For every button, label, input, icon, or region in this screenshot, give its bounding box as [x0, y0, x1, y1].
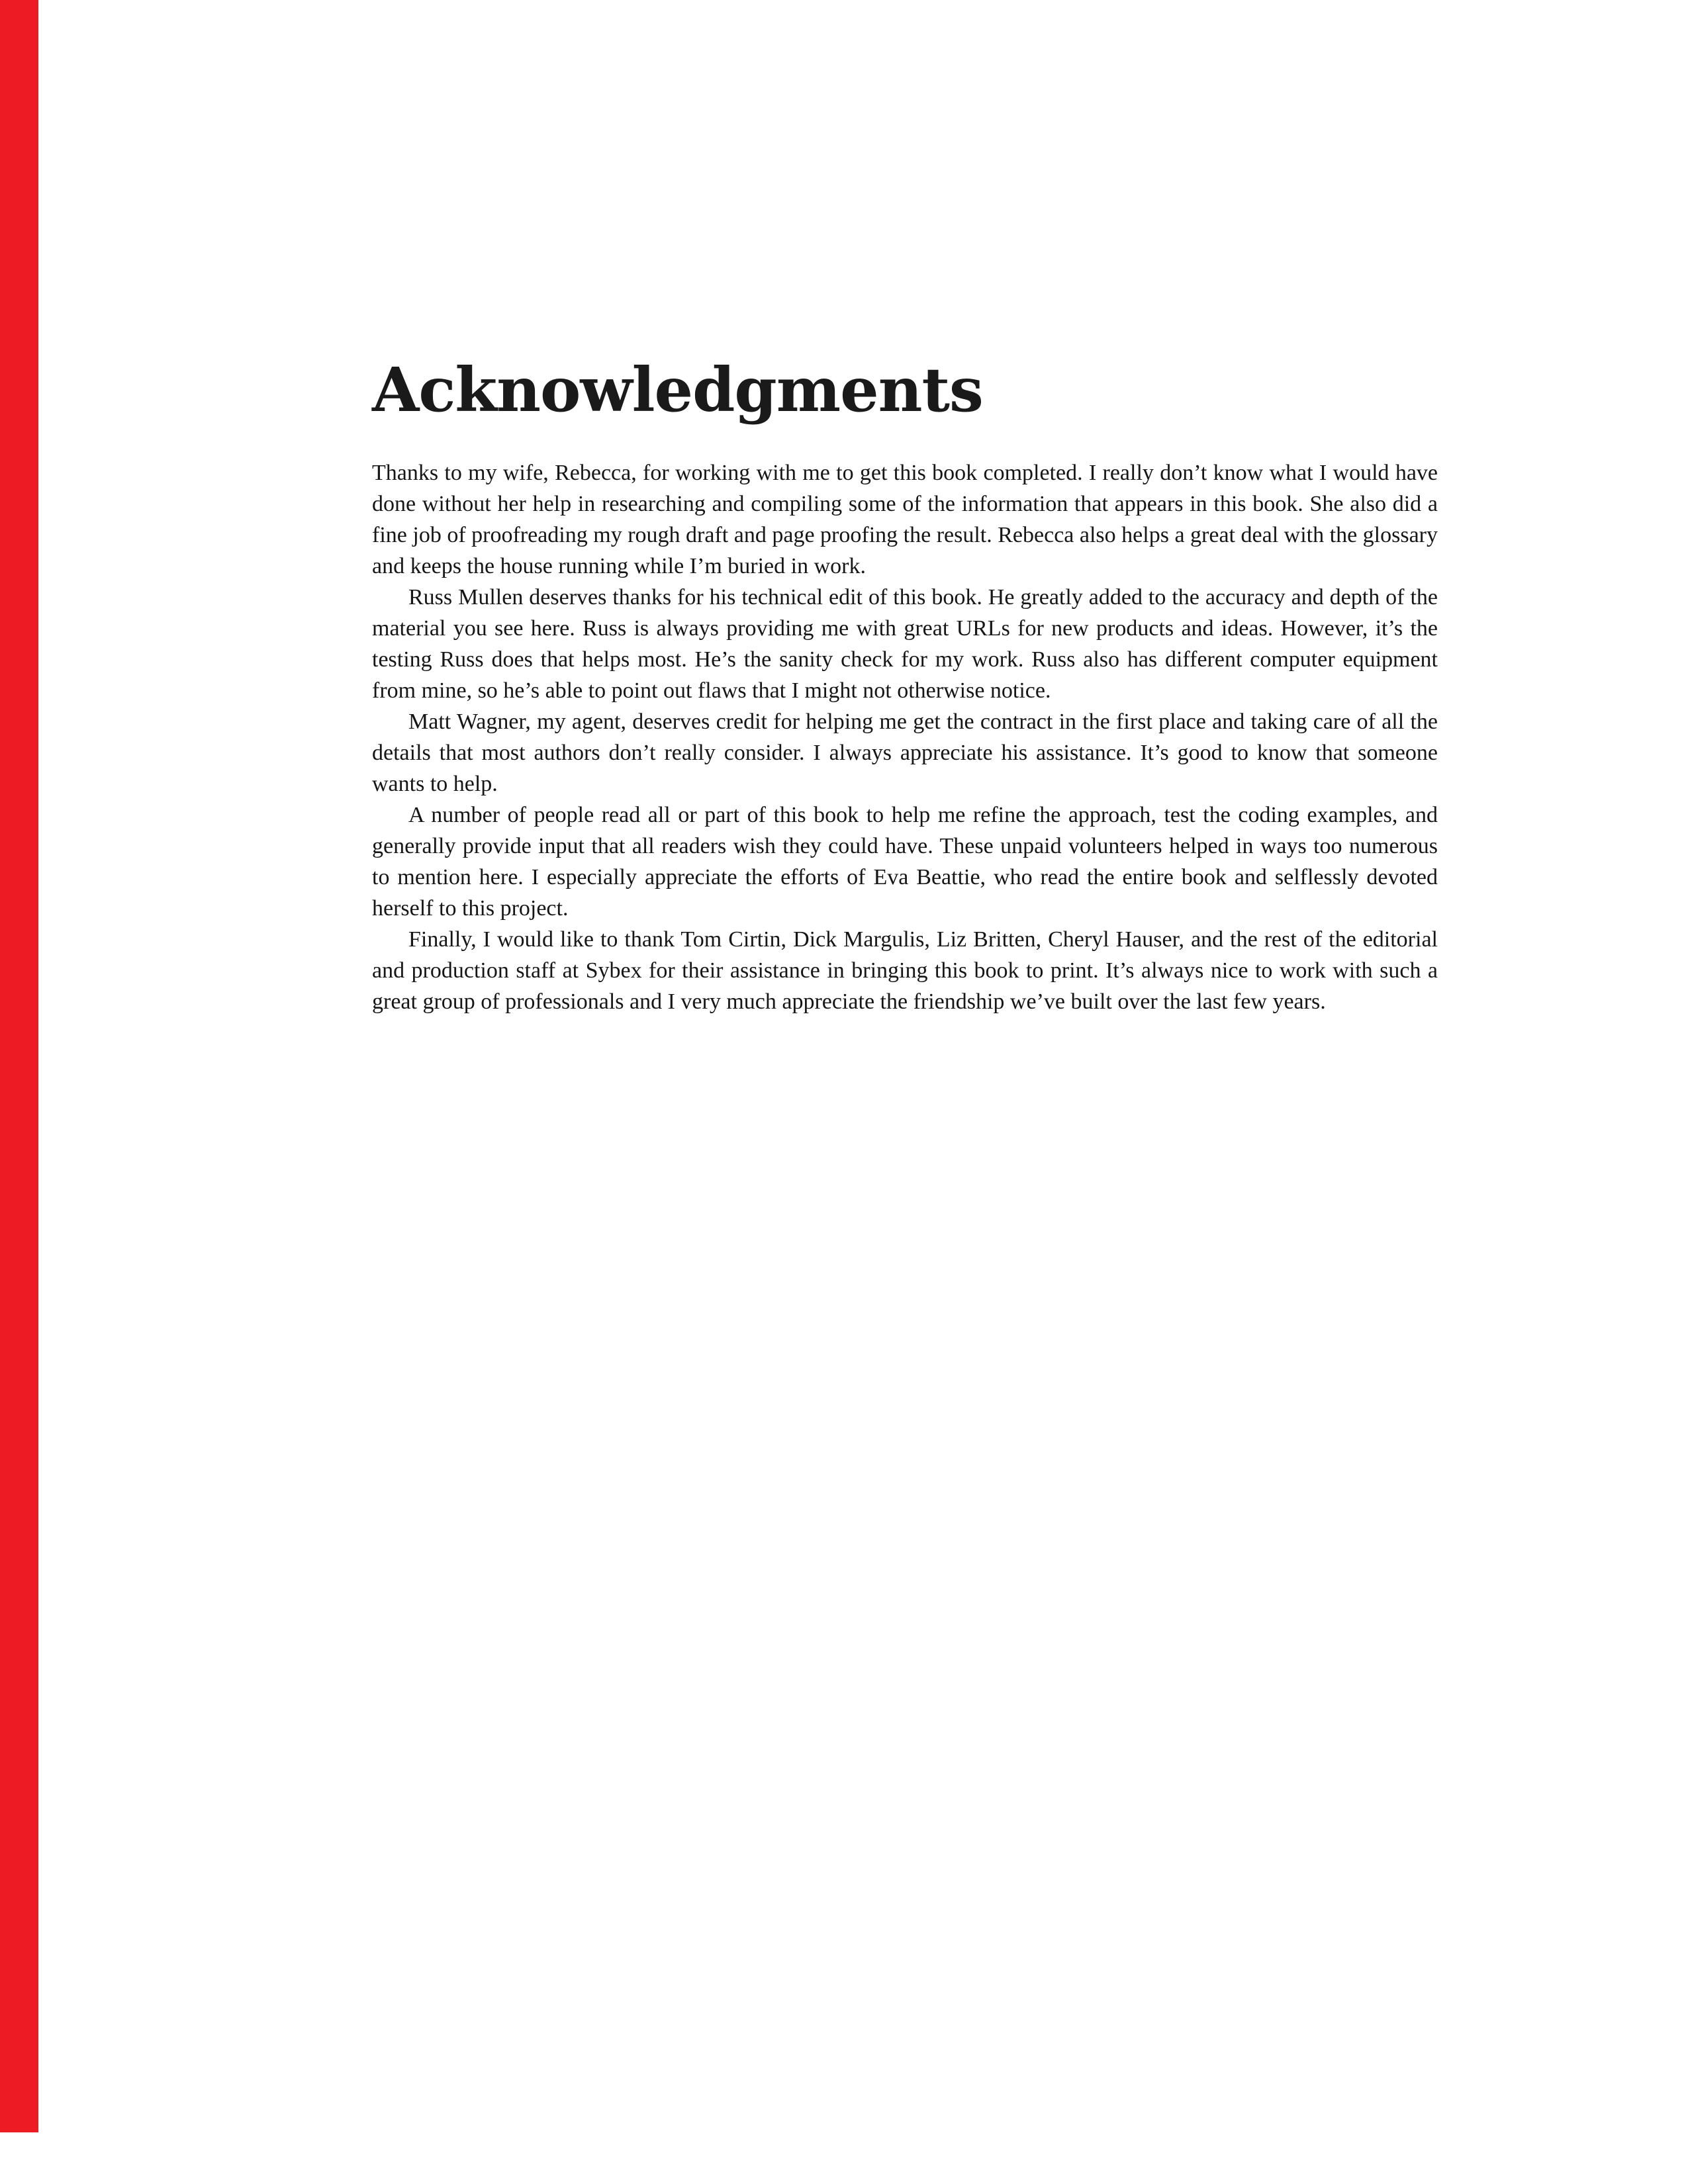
- paragraph-volunteers: A number of people read all or part of this book to help me refine the approach, test the coding examples, and generally provide input that all readers wish they could have. These unpaid volunteers helped in ways too numerous to mention here. I especially appreciate the efforts of Eva Beattie, who read the entire book and selflessly devoted herself to this project.: [372, 803, 1438, 921]
- red-edge-bar: [0, 0, 38, 2132]
- paragraph-thanks-wife: Thanks to my wife, Rebecca, for working with me to get this book completed. I really don’t know what I would have done without her help in researching and compiling some of the information that appears in this book. She also did a fine job of proofreading my rough draft and page proofing the result. Rebecca also helps a great deal with the glossary and keeps the house running while I’m buried in work.: [372, 461, 1438, 579]
- paragraph-russ-mullen: Russ Mullen deserves thanks for his technical edit of this book. He greatly added to the accuracy and depth of the material you see here. Russ is always providing me with great URLs for new products and ideas. However, it’s the testing Russ does that helps most. He’s the sanity check for my work. Russ also has different computer equipment from mine, so he’s able to point out flaws that I might not otherwise notice.: [372, 585, 1438, 704]
- acknowledgments-section: [372, 354, 1438, 1017]
- paragraph-sybex-staff: Finally, I would like to thank Tom Cirtin, Dick Margulis, Liz Britten, Cheryl Hauser, and the rest of the editorial and production staff at Sybex for their assistance in bringing this book to print. It’s always nice to work with such a great group of professionals and I very much appreciate the friendship we’ve built over the last few years.: [372, 927, 1438, 1015]
- page-title: Acknowledgments: [372, 354, 983, 426]
- paragraph-matt-wagner: Matt Wagner, my agent, deserves credit for helping me get the contract in the first place and taking care of all the details that most authors don’t really consider. I always appreciate his assistance. It’s good to know that someone wants to help.: [372, 709, 1438, 797]
